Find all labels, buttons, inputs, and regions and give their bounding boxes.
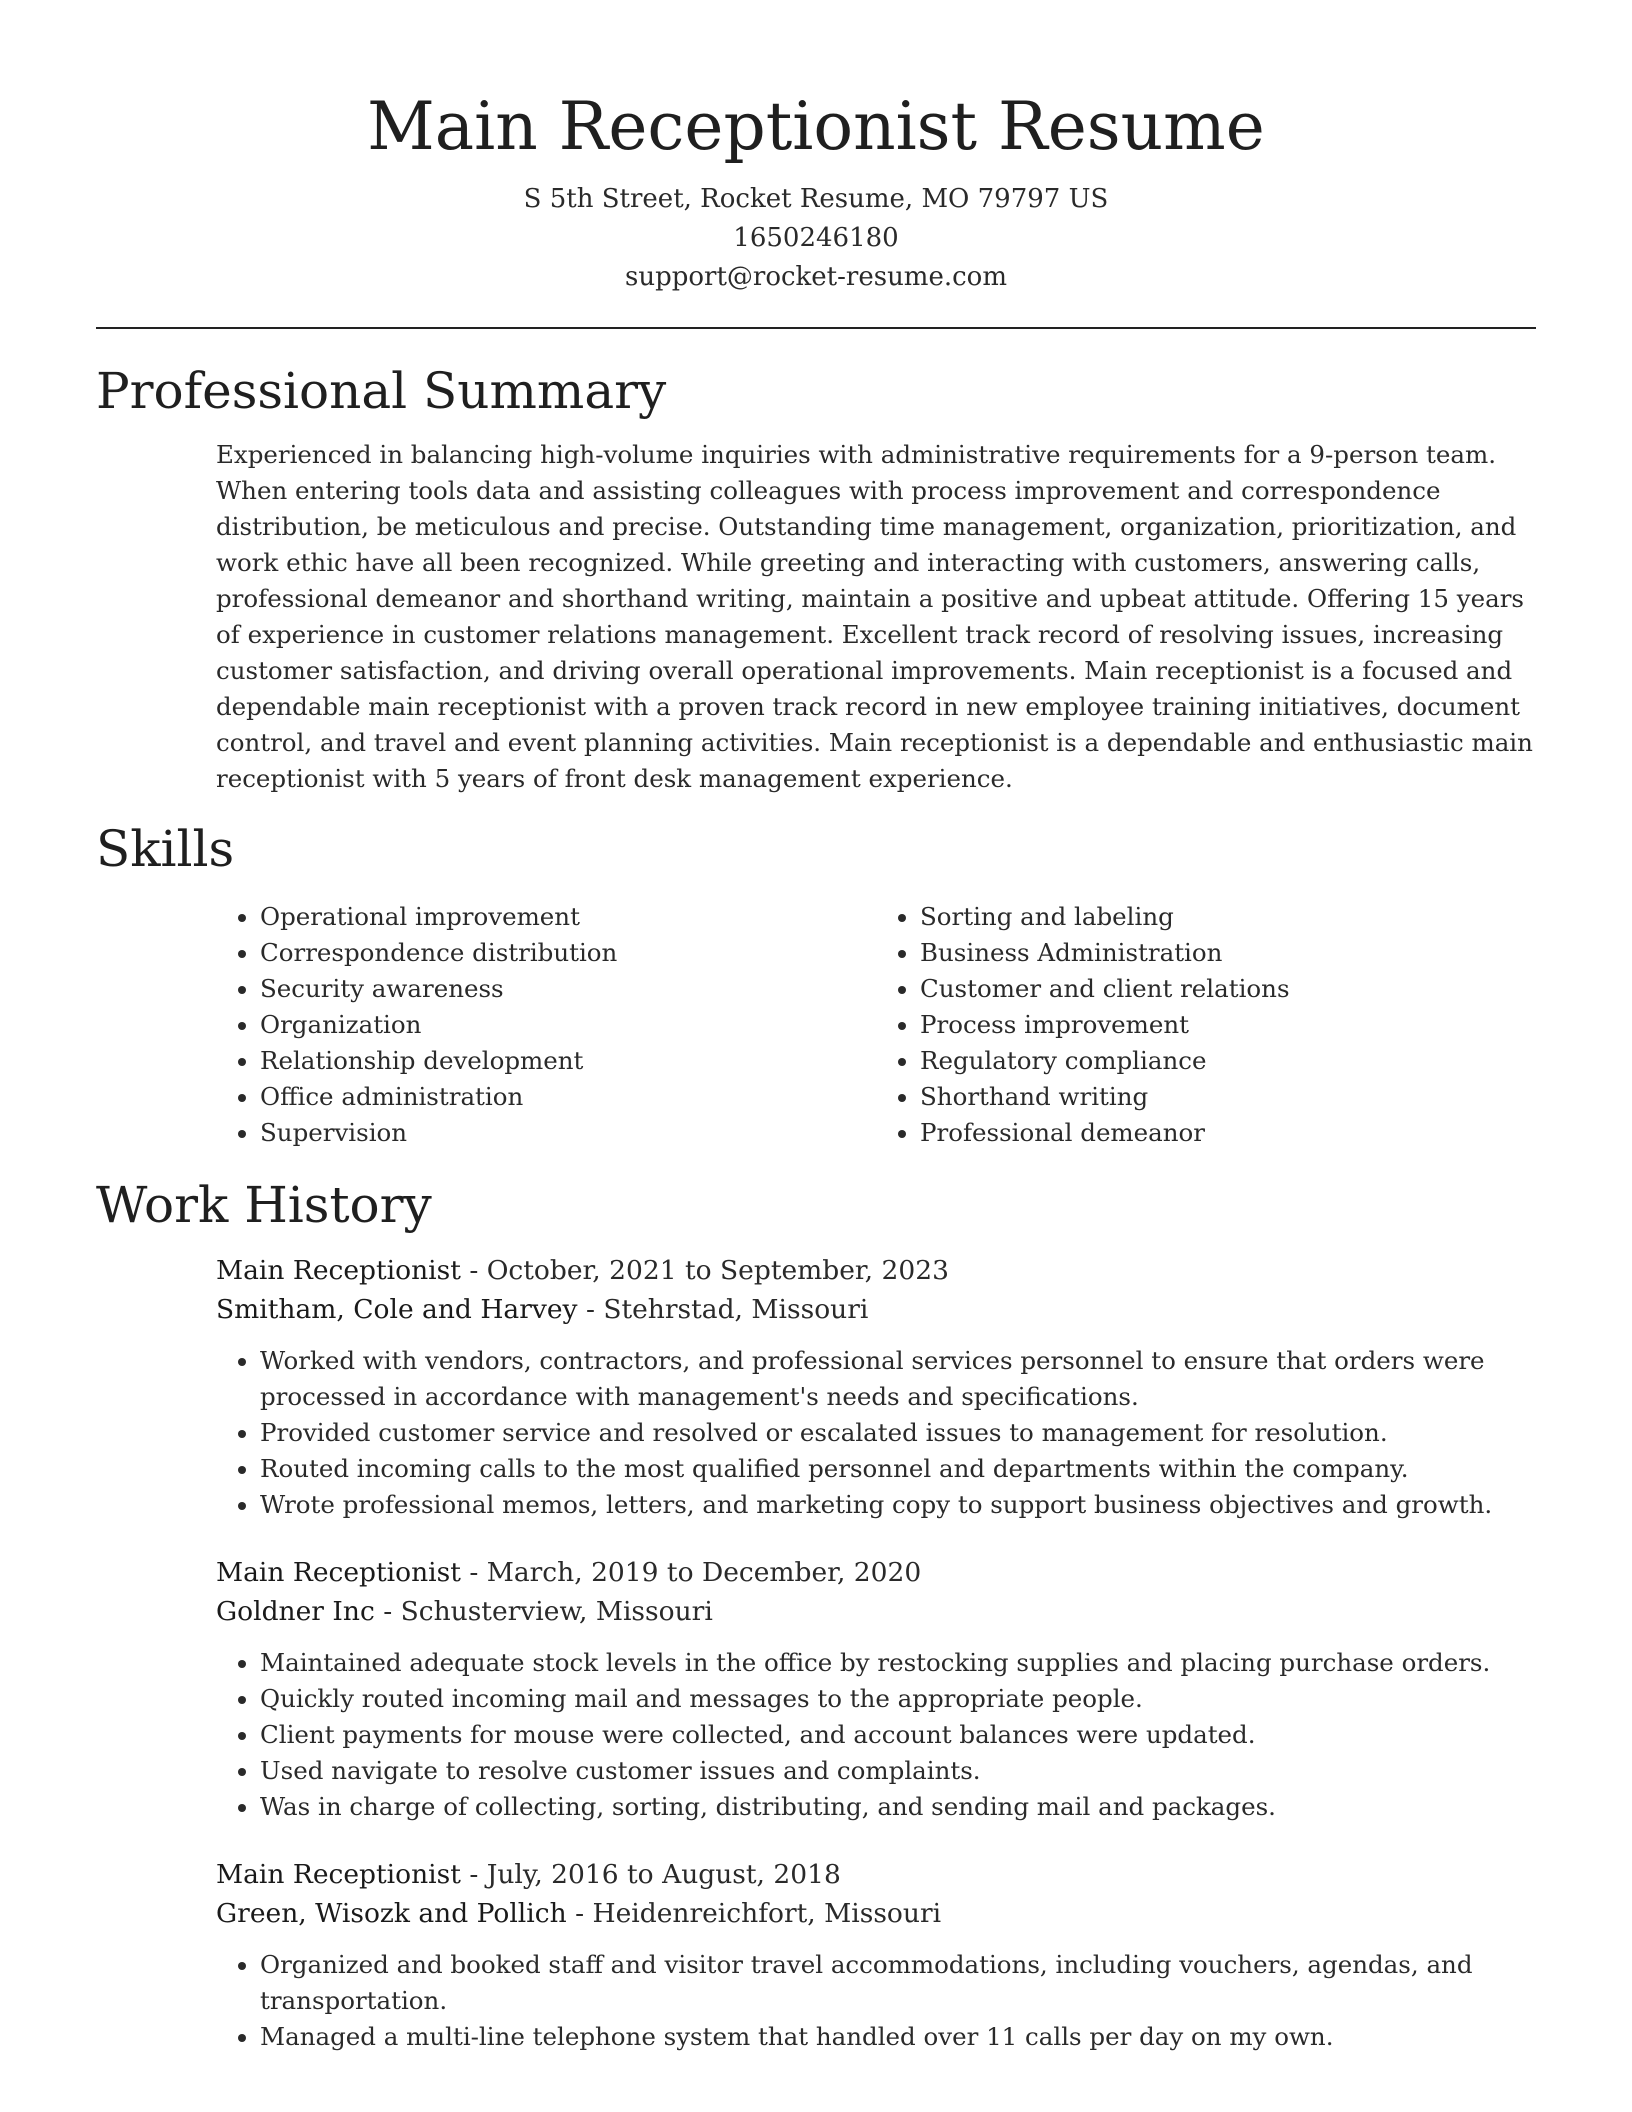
job-bullet: • Organized and booked staff and visitor travel accommodations, including vouchers, agendas, and transportation. [260, 1947, 1536, 2019]
skill-item: • Security awareness [260, 971, 876, 1007]
job-bullet: • Quickly routed incoming mail and messages to the appropriate people. [260, 1681, 1536, 1717]
resume-page [96, 0, 1536, 2055]
skill-item: • Relationship development [260, 1043, 876, 1079]
job-title-line [216, 1553, 1536, 1592]
job-bullet: • Maintained adequate stock levels in the office by restocking supplies and placing purchase orders. [260, 1645, 1536, 1681]
job-company-line [216, 1894, 1536, 1933]
job-location: - Heidenreichfort, Missouri [566, 1898, 942, 1929]
job-company: Smitham, Cole and Harvey [216, 1294, 578, 1325]
job-title: Main Receptionist [216, 1255, 461, 1286]
skills-list-left [216, 899, 876, 1151]
job-bullet: • Used navigate to resolve customer issues and complaints. [260, 1753, 1536, 1789]
skill-item: • Professional demeanor [920, 1115, 1536, 1151]
skill-item: • Supervision [260, 1115, 876, 1151]
skill-item: • Sorting and labeling [920, 899, 1536, 935]
job-company: Goldner Inc [216, 1596, 375, 1627]
summary-heading: Professional Summary [96, 362, 667, 420]
skills-columns [216, 899, 1536, 1151]
job-bullet: • Routed incoming calls to the most qualified personnel and departments within the company. [260, 1451, 1536, 1487]
skill-item: • Shorthand writing [920, 1079, 1536, 1115]
skill-item: • Operational improvement [260, 899, 876, 935]
work-history-heading: Work History [96, 1176, 432, 1234]
job-title: Main Receptionist [216, 1557, 461, 1588]
job-bullets [216, 1947, 1536, 2055]
contact-phone: 1650246180 [733, 223, 899, 253]
job-dates: - July, 2016 to August, 2018 [460, 1859, 841, 1890]
skill-item: • Correspondence distribution [260, 935, 876, 971]
contact-address: S 5th Street, Rocket Resume, MO 79797 US [523, 184, 1109, 214]
resume-header [96, 0, 1536, 329]
summary-text: Experienced in balancing high-volume inquiries with administrative requirements for a 9-person team. When entering tools data and assisting colleagues with process improvement and correspondence distribution, be meticulous and precise. Outstanding time management, organization, prioritization, and work ethic have all been recognized. While greeting and interacting with customers, answering calls, professional demeanor and shorthand writing, maintain a positive and upbeat attitude. Offering 15 years of experience in customer relations management. Excellent track record of resolving issues, increasing customer satisfaction, and driving overall operational improvements. Main receptionist is a focused and dependable main receptionist with a proven track record in new employee training initiatives, document control, and travel and event planning activities. Main receptionist is a dependable and enthusiastic main receptionist with 5 years of front desk management experience. [216, 440, 1533, 793]
job-bullet: • Worked with vendors, contractors, and professional services personnel to ensure that orders were processed in accordance with management's needs and specifications. [260, 1343, 1536, 1415]
job-dates: - October, 2021 to September, 2023 [460, 1255, 949, 1286]
skills-list-right [876, 899, 1536, 1151]
job-bullet: • Client payments for mouse were collected, and account balances were updated. [260, 1717, 1536, 1753]
skill-item: • Organization [260, 1007, 876, 1043]
job-entry [216, 1553, 1536, 1825]
job-bullet: • Wrote professional memos, letters, and marketing copy to support business objectives and growth. [260, 1487, 1536, 1523]
job-location: - Schusterview, Missouri [374, 1596, 713, 1627]
job-entry [216, 1251, 1536, 1523]
job-bullet: • Provided customer service and resolved or escalated issues to management for resolution. [260, 1415, 1536, 1451]
job-title: Main Receptionist [216, 1859, 461, 1890]
skill-item: • Regulatory compliance [920, 1043, 1536, 1079]
skills-heading: Skills [96, 820, 235, 878]
job-location: - Stehrstad, Missouri [577, 1294, 869, 1325]
job-company-line [216, 1592, 1536, 1631]
skill-item: • Process improvement [920, 1007, 1536, 1043]
contact-block [96, 180, 1536, 297]
job-bullets [216, 1645, 1536, 1825]
job-company: Green, Wisozk and Pollich [216, 1898, 567, 1929]
contact-email: support@rocket-resume.com [624, 262, 1007, 292]
job-bullet: • Was in charge of collecting, sorting, distributing, and sending mail and packages. [260, 1789, 1536, 1825]
skill-item: • Customer and client relations [920, 971, 1536, 1007]
job-title-line [216, 1251, 1536, 1290]
job-bullets [216, 1343, 1536, 1523]
header-divider [96, 327, 1536, 329]
resume-title: Main Receptionist Resume [367, 88, 1265, 165]
job-company-line [216, 1290, 1536, 1329]
job-bullet: • Managed a multi-line telephone system that handled over 11 calls per day on my own. [260, 2019, 1536, 2055]
job-entry [216, 1855, 1536, 2055]
job-title-line [216, 1855, 1536, 1894]
skill-item: • Business Administration [920, 935, 1536, 971]
job-dates: - March, 2019 to December, 2020 [460, 1557, 922, 1588]
skill-item: • Office administration [260, 1079, 876, 1115]
